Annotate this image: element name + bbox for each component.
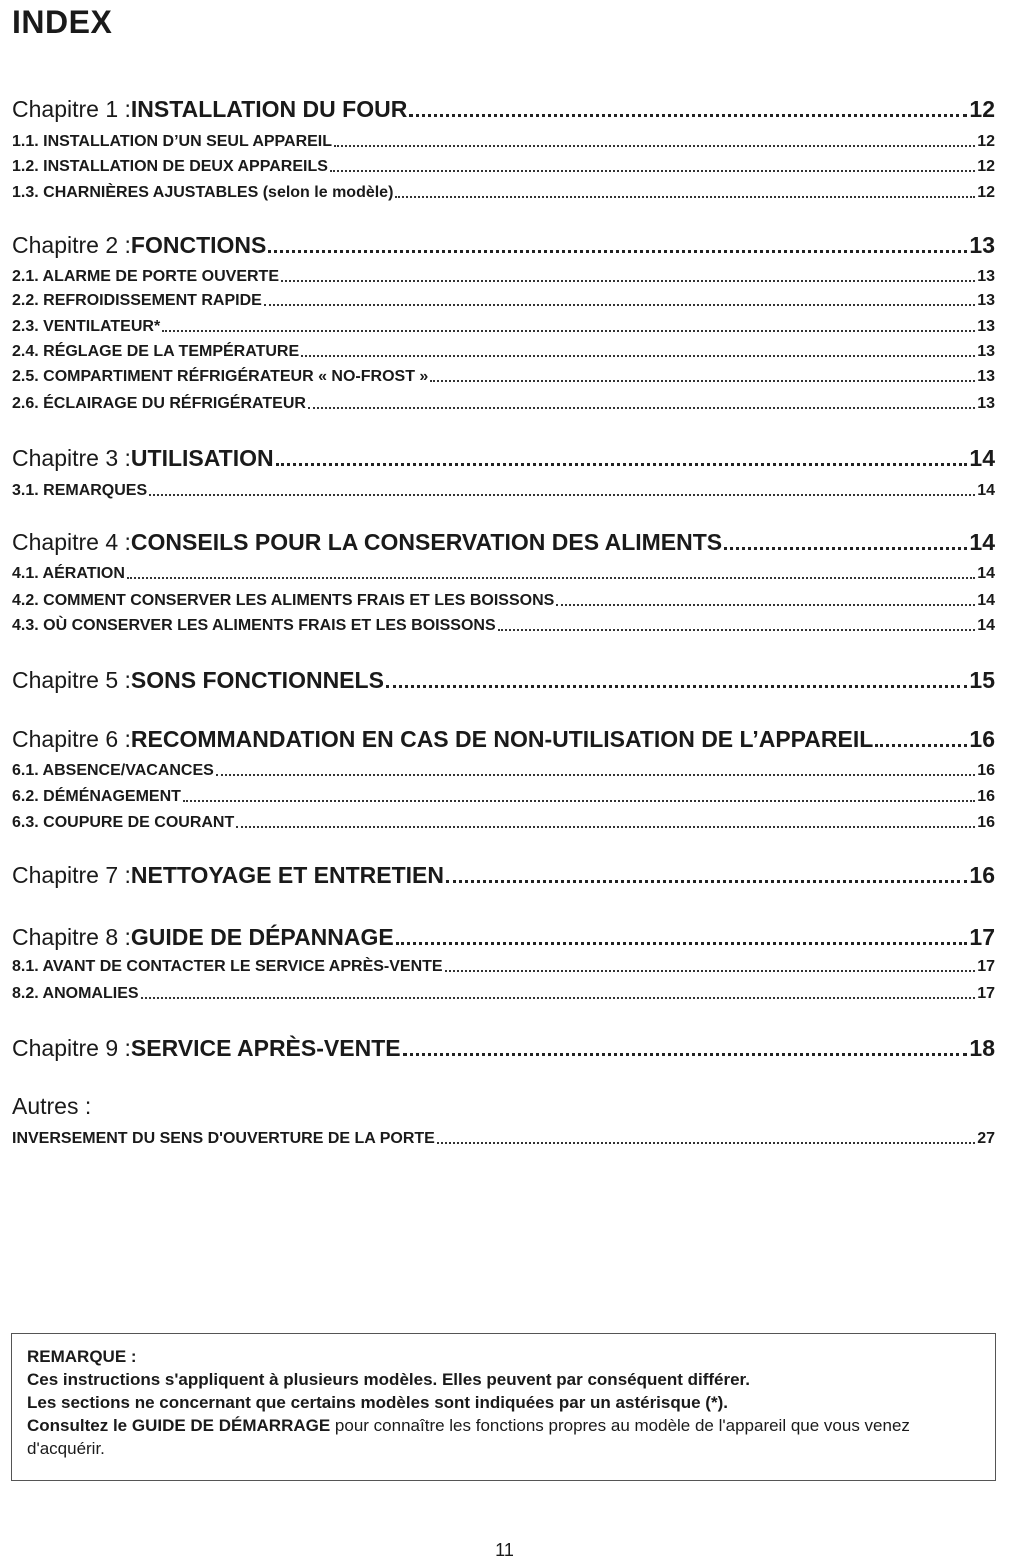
section-label: 6.3. COUPURE DE COURANT xyxy=(12,814,235,831)
toc-chapter-1[interactable] xyxy=(12,94,995,124)
chapter-title: CONSEILS POUR LA CONSERVATION DES ALIMENTS xyxy=(130,529,723,555)
dot-leader xyxy=(330,170,975,172)
dot-leader xyxy=(162,330,975,332)
chapter-prefix: Chapitre 3 : xyxy=(12,445,131,471)
section-label: INVERSEMENT DU SENS D'OUVERTURE DE LA PORTE xyxy=(12,1130,435,1147)
chapter-title: GUIDE DE DÉPANNAGE xyxy=(130,924,394,950)
section-page: 16 xyxy=(977,762,995,779)
dot-leader xyxy=(183,800,975,802)
chapter-title: FONCTIONS xyxy=(130,232,267,258)
toc-section[interactable] xyxy=(12,590,995,612)
section-page: 12 xyxy=(977,158,995,175)
section-page: 13 xyxy=(977,318,995,335)
chapter-page: 12 xyxy=(969,96,995,122)
dot-leader xyxy=(409,114,967,117)
dot-leader xyxy=(875,744,967,747)
section-page: 13 xyxy=(977,395,995,412)
chapter-title: SERVICE APRÈS-VENTE xyxy=(130,1035,401,1061)
section-page: 13 xyxy=(977,268,995,285)
dot-leader xyxy=(308,407,975,409)
section-page: 13 xyxy=(977,343,995,360)
toc-section[interactable] xyxy=(12,786,995,808)
toc-section[interactable] xyxy=(12,316,995,338)
chapter-title: UTILISATION xyxy=(130,445,274,471)
chapter-prefix: Chapitre 6 : xyxy=(12,726,131,752)
section-label: 2.5. COMPARTIMENT RÉFRIGÉRATEUR « NO-FROST » xyxy=(12,368,429,385)
chapter-page: 14 xyxy=(969,445,995,471)
toc-section[interactable] xyxy=(12,760,995,782)
section-label: 2.1. ALARME DE PORTE OUVERTE xyxy=(12,268,279,285)
dot-leader xyxy=(437,1142,975,1144)
dot-leader xyxy=(498,629,976,631)
chapter-page: 17 xyxy=(969,924,995,950)
chapter-page: 13 xyxy=(969,232,995,258)
toc-chapter-9[interactable] xyxy=(12,1033,995,1063)
section-label: 4.2. COMMENT CONSERVER LES ALIMENTS FRAIS ET LES BOISSONS xyxy=(12,592,555,609)
chapter-prefix: Chapitre 5 : xyxy=(12,667,131,693)
toc-chapter-3[interactable] xyxy=(12,443,995,473)
toc-other-item[interactable] xyxy=(12,1128,995,1150)
dot-leader xyxy=(149,494,975,496)
section-label: 2.2. REFROIDISSEMENT RAPIDE xyxy=(12,292,262,309)
toc-section[interactable] xyxy=(12,182,995,204)
dot-leader xyxy=(141,997,976,999)
toc-section[interactable] xyxy=(12,266,995,288)
dot-leader xyxy=(445,970,976,972)
dot-leader xyxy=(395,196,975,198)
dot-leader xyxy=(430,380,975,382)
section-page: 14 xyxy=(977,592,995,609)
toc-chapter-8[interactable] xyxy=(12,922,995,952)
chapter-title: NETTOYAGE ET ENTRETIEN xyxy=(130,862,445,888)
dot-leader xyxy=(264,304,975,306)
toc-section[interactable] xyxy=(12,131,995,153)
note-line-3-rest: pour connaître les fonctions propres au modèle de l'appareil que vous venez d'acquérir. xyxy=(27,1416,910,1458)
page-title: INDEX xyxy=(12,4,113,40)
toc-section[interactable] xyxy=(12,563,995,585)
section-label: 1.2. INSTALLATION DE DEUX APPAREILS xyxy=(12,158,328,175)
chapter-page: 16 xyxy=(969,862,995,888)
note-title: REMARQUE : xyxy=(27,1347,137,1366)
toc-section[interactable] xyxy=(12,812,995,834)
dot-leader xyxy=(403,1053,968,1056)
dot-leader xyxy=(276,463,968,466)
toc-chapter-4[interactable] xyxy=(12,527,995,557)
note-line-3-bold: Consultez le GUIDE DE DÉMARRAGE xyxy=(27,1416,331,1435)
section-page: 14 xyxy=(977,482,995,499)
chapter-prefix: Chapitre 8 : xyxy=(12,924,131,950)
section-page: 14 xyxy=(977,565,995,582)
section-label: 3.1. REMARQUES xyxy=(12,482,148,499)
note-line-3 xyxy=(27,1414,980,1460)
toc-chapter-6[interactable] xyxy=(12,724,995,754)
toc-section[interactable] xyxy=(12,983,995,1005)
dot-leader xyxy=(268,250,967,253)
dot-leader xyxy=(556,604,975,606)
toc-section[interactable] xyxy=(12,366,995,388)
section-page: 16 xyxy=(977,814,995,831)
section-label: 8.2. ANOMALIES xyxy=(12,985,139,1002)
section-page: 27 xyxy=(977,1130,995,1147)
toc-section[interactable] xyxy=(12,156,995,178)
toc-section[interactable] xyxy=(12,480,995,502)
section-page: 12 xyxy=(977,133,995,150)
chapter-title: SONS FONCTIONNELS xyxy=(130,667,384,693)
dot-leader xyxy=(396,942,968,945)
section-page: 13 xyxy=(977,292,995,309)
toc-section[interactable] xyxy=(12,290,995,312)
toc-section[interactable] xyxy=(12,341,995,363)
section-page: 17 xyxy=(977,985,995,1002)
chapter-prefix: Chapitre 4 : xyxy=(12,529,131,555)
toc-section[interactable] xyxy=(12,393,995,415)
chapter-prefix: Chapitre 7 : xyxy=(12,862,131,888)
section-label: 4.1. AÉRATION xyxy=(12,565,125,582)
section-page: 16 xyxy=(977,788,995,805)
section-page: 12 xyxy=(977,184,995,201)
dot-leader xyxy=(334,145,975,147)
section-page: 17 xyxy=(977,958,995,975)
toc-chapter-2[interactable] xyxy=(12,230,995,260)
chapter-prefix: Chapitre 2 : xyxy=(12,232,131,258)
section-label: 1.1. INSTALLATION D’UN SEUL APPAREIL xyxy=(12,133,333,150)
page-number: 11 xyxy=(495,1540,514,1560)
dot-leader xyxy=(446,880,967,883)
toc-section[interactable] xyxy=(12,615,995,637)
dot-leader xyxy=(236,826,975,828)
section-label: 2.4. RÉGLAGE DE LA TEMPÉRATURE xyxy=(12,343,300,360)
section-label: 6.2. DÉMÉNAGEMENT xyxy=(12,788,181,805)
chapter-title: INSTALLATION DU FOUR xyxy=(130,96,408,122)
section-page: 14 xyxy=(977,617,995,634)
dot-leader xyxy=(301,355,975,357)
chapter-page: 14 xyxy=(969,529,995,555)
toc-section[interactable] xyxy=(12,956,995,978)
note-line-2: Les sections ne concernant que certains modèles sont indiquées par un astérisque (*). xyxy=(27,1393,728,1412)
chapter-page: 18 xyxy=(969,1035,995,1061)
other-heading: Autres : xyxy=(12,1093,92,1119)
chapter-page: 15 xyxy=(969,667,995,693)
section-label: 8.1. AVANT DE CONTACTER LE SERVICE APRÈS-VENTE xyxy=(12,958,443,975)
chapter-prefix: Chapitre 9 : xyxy=(12,1035,131,1061)
toc-chapter-5[interactable] xyxy=(12,665,995,695)
section-label: 2.6. ÉCLAIRAGE DU RÉFRIGÉRATEUR xyxy=(12,395,306,412)
section-label: 1.3. CHARNIÈRES AJUSTABLES (selon le modèle) xyxy=(12,184,394,201)
chapter-title: RECOMMANDATION EN CAS DE NON-UTILISATION DE L’APPAREIL xyxy=(130,726,874,752)
chapter-page: 16 xyxy=(969,726,995,752)
dot-leader xyxy=(216,774,975,776)
dot-leader xyxy=(386,685,967,688)
section-label: 2.3. VENTILATEUR* xyxy=(12,318,161,335)
section-page: 13 xyxy=(977,368,995,385)
section-label: 4.3. OÙ CONSERVER LES ALIMENTS FRAIS ET LES BOISSONS xyxy=(12,617,496,634)
note-box xyxy=(11,1333,996,1481)
dot-leader xyxy=(127,577,975,579)
section-label: 6.1. ABSENCE/VACANCES xyxy=(12,762,214,779)
toc-chapter-7[interactable] xyxy=(12,860,995,890)
dot-leader xyxy=(724,547,967,550)
note-line-1: Ces instructions s'appliquent à plusieurs modèles. Elles peuvent par conséquent différer. xyxy=(27,1370,750,1389)
chapter-prefix: Chapitre 1 : xyxy=(12,96,131,122)
dot-leader xyxy=(281,280,975,282)
